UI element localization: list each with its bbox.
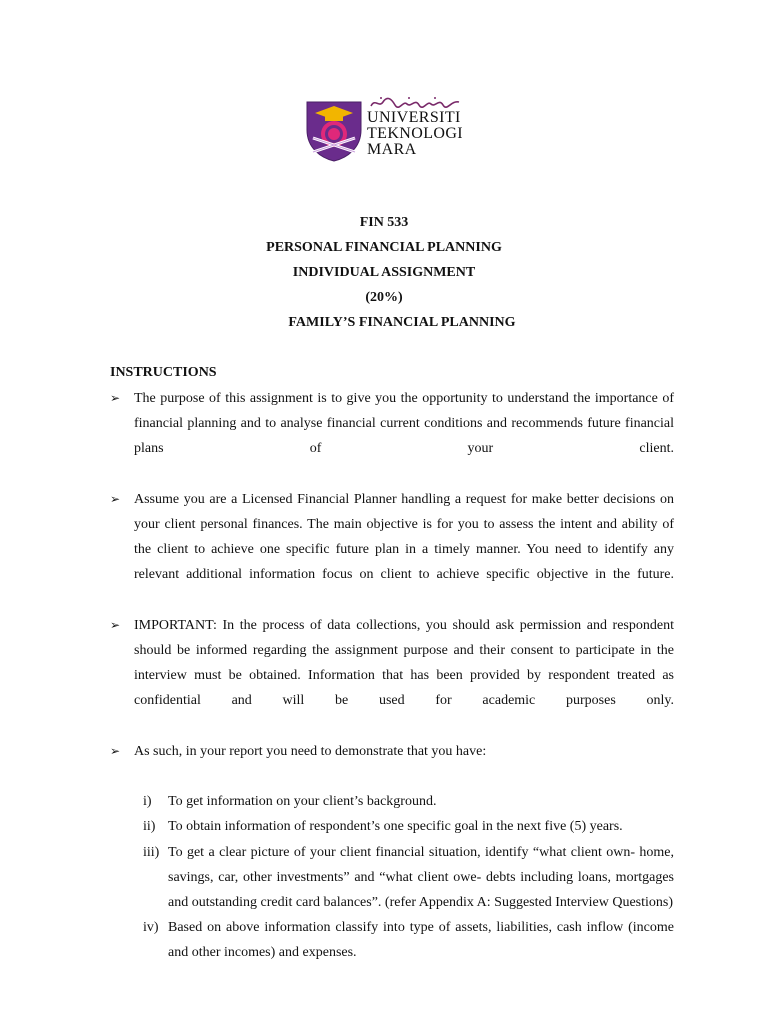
bullet-text: The purpose of this assignment is to give you the opportunity to understand the importance of financial planning and to analyse financial current conditions and recommends future financial plans of your client. (134, 391, 674, 457)
uitm-logo (305, 98, 465, 168)
arrow-bullet-icon: ➢ (110, 491, 121, 506)
sub-item (110, 789, 674, 814)
sub-item-number: iv) (143, 920, 159, 936)
instruction-bullet (110, 739, 674, 789)
sub-item-text: To obtain information of respondent’s one specific goal in the next five (5) years. (168, 819, 623, 835)
instructions-body (110, 386, 674, 966)
assignment-weight: (20%) (365, 290, 403, 305)
instruction-bullet (110, 386, 674, 487)
sub-item-number: iii) (143, 844, 160, 860)
sub-item (110, 915, 674, 965)
wordmark-line-3: MARA (367, 141, 417, 158)
sub-item (110, 814, 674, 839)
sub-item-text: To get a clear picture of your client financial situation, identify “what client own- home, savings, car, other investments” and “what client owe- debts including loans, mortgages and outstanding credit card balances”. (refer Appendix A: Suggested Interview Questions) (168, 844, 674, 911)
bullet-text: As such, in your report you need to demonstrate that you have: (134, 743, 487, 759)
bullet-text: IMPORTANT: In the process of data collections, you should ask permission and respondent should be informed regarding the assignment purpose and their consent to participate in the interview must be obtained. Information that has been provided by respondent treated as confidential and will be used for academic purposes only. (134, 617, 674, 709)
assignment-topic: FAMILY’S FINANCIAL PLANNING (288, 315, 516, 330)
sub-item-number: ii) (143, 819, 156, 835)
sub-item-text: To get information on your client’s background. (168, 794, 437, 810)
instruction-bullet (110, 487, 674, 613)
uitm-crest-icon (305, 100, 363, 162)
jawi-script-wordmark (369, 96, 461, 110)
arrow-bullet-icon: ➢ (110, 617, 121, 632)
course-code: FIN 533 (359, 215, 409, 230)
sub-item (110, 840, 674, 916)
wordmark-line-1: UNIVERSITI (367, 109, 461, 126)
assignment-type: INDIVIDUAL ASSIGNMENT (292, 265, 476, 280)
arrow-bullet-icon: ➢ (110, 391, 121, 405)
course-name: PERSONAL FINANCIAL PLANNING (266, 240, 502, 255)
wordmark-line-2: TEKNOLOGI (367, 125, 464, 142)
sub-item-text: Based on above information classify into type of assets, liabilities, cash inflow (income and other incomes) and expenses. (168, 920, 674, 961)
document-title-block (0, 210, 768, 335)
bullet-text: Assume you are a Licensed Financial Planner handling a request for make better decisions on your client personal finances. The main objective is for you to assess the intent and ability of the client to achieve one specific future plan in a timely manner. You need to identify any relevant additional information focus on client to achieve specific objective in the future. (134, 491, 674, 583)
instructions-heading: INSTRUCTIONS (110, 365, 217, 380)
instruction-bullet (110, 613, 674, 739)
sub-item-number: i) (143, 794, 152, 810)
university-wordmark (367, 110, 463, 158)
arrow-bullet-icon: ➢ (110, 743, 121, 758)
